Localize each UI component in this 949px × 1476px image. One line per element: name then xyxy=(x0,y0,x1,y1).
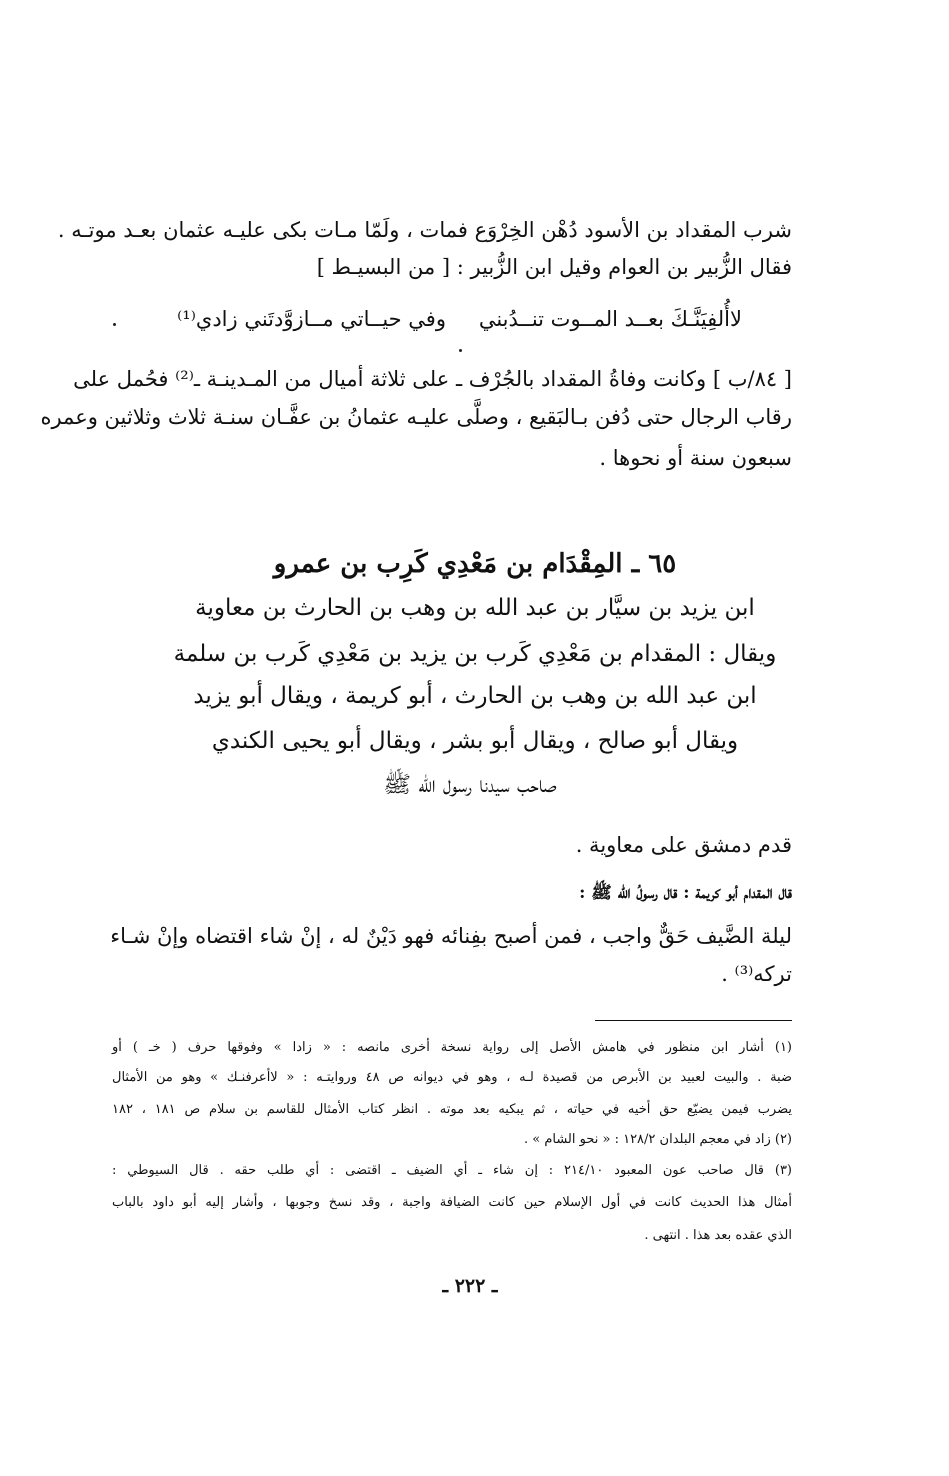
entry-text-1: قدم دمشق على معاوية . xyxy=(575,833,792,857)
footnote-1-line-3: يضرب فيمن يضيّع حق أخيه في حياته ، ثم يبكيه بعد موته . انظر كتاب الأمثال للقاسم بن سلام ص ١٨١ ، ١٨٢ xyxy=(112,1102,792,1117)
entry-text-2: قال المقدام أبو كريمة : قال رسولُ الله ﷺ : xyxy=(579,883,792,903)
verse-first-hemistich: لاأُلفِيَنَّـكَ بعــد المــوت تنــدُبني xyxy=(478,307,742,331)
margin-dot xyxy=(459,349,462,352)
footnote-1-line-1: (١) أشار ابن منظور في هامش الأصل إلى رواية نسخة أخرى مانصه : « زادا » وفوقها حرف ( خـ ) أو xyxy=(112,1040,792,1055)
footnote-3-line-3: الذي عقده بعد هذا . انتهى . xyxy=(644,1228,792,1243)
intro-line-3: [ ٨٤/ب ] وكانت وفاةُ المقداد بالجُرْف ـ على ثلاثة أميال من المـدينـة ـ⁽²⁾ فحُمل على xyxy=(73,367,792,391)
footnote-2: (٢) زاد في معجم البلدان ١٢٨/٢ : « نحو الشام » . xyxy=(523,1132,792,1147)
intro-line-5: سبعون سنة أو نحوها . xyxy=(599,446,792,470)
footnote-separator xyxy=(595,1020,792,1021)
lineage-line-3: ابن عبد الله بن وهب بن الحارث ، أبو كريمة ، ويقال أبو يزيد xyxy=(193,683,757,709)
lineage-line-4: ويقال أبو صالح ، ويقال أبو بشر ، ويقال أبو يحيى الكندي xyxy=(211,728,739,754)
entry-text-4: تركه⁽³⁾ . xyxy=(721,962,792,986)
intro-line-1: شرب المقداد بن الأسود دُهْن الخِرْوَع فمات ، ولَمّا مـات بكى عليـه عثمان بعـد موتـه . xyxy=(57,218,792,242)
margin-dot xyxy=(113,323,116,326)
lineage-line-1: ابن يزيد بن سيَّار بن عبد الله بن وهب بن الحارث بن معاوية xyxy=(195,595,755,621)
lineage-line-5: صاحب سيدنا رسول الله ﷺ xyxy=(383,772,557,798)
lineage-line-2: ويقال : المقدام بن مَعْدِي كَرب بن يزيد بن مَعْدِي كَرب بن سلمة xyxy=(173,641,777,667)
footnote-1-line-2: ضبة . والبيت لعبيد بن الأبرص من قصيدة لـه ، وهو في ديوانه ص ٤٨ وروايتـه : « لاأعرفنـك » وهو من الأمثال xyxy=(112,1070,793,1085)
verse-second-hemistich: وفي حيــاتي مــازوَّدتَني زادي⁽¹⁾ xyxy=(177,307,446,331)
entry-heading: ٦٥ ـ المِقْدَام بن مَعْدِي كَرِب بن عمرو xyxy=(273,549,677,579)
intro-line-2: فقال الزُّبير بن العوام وقيل ابن الزُّبير : [ من البسيـط ] xyxy=(316,255,792,279)
page-number: ـ ٢٢٢ ـ xyxy=(442,1275,498,1297)
footnote-3-line-1: (٣) قال صاحب عون المعبود ٢١٤/١٠ : إن شاء ـ أي الضيف ـ اقتضى : أي طلب حقه . قال السيوطي : xyxy=(112,1163,792,1178)
entry-text-3: ليلة الضَّيف حَقٌّ واجب ، فمن أصبح بفِنائه فهو دَيْنٌ له ، إنْ شاء اقتضاه وإنْ شـاء xyxy=(110,924,792,948)
intro-line-4: رقاب الرجال حتى دُفن بـالبَقيع ، وصلَّى عليـه عثمانُ بن عفَّـان سنـة ثلاث وثلاثين وعمره xyxy=(40,405,792,429)
footnote-3-line-2: أمثال هذا الحديث كانت في أول الإسلام حين كانت الضيافة واجبة ، وقد نسخ وجوبها ، وأشار إليه أبو داود بالباب xyxy=(112,1195,792,1210)
